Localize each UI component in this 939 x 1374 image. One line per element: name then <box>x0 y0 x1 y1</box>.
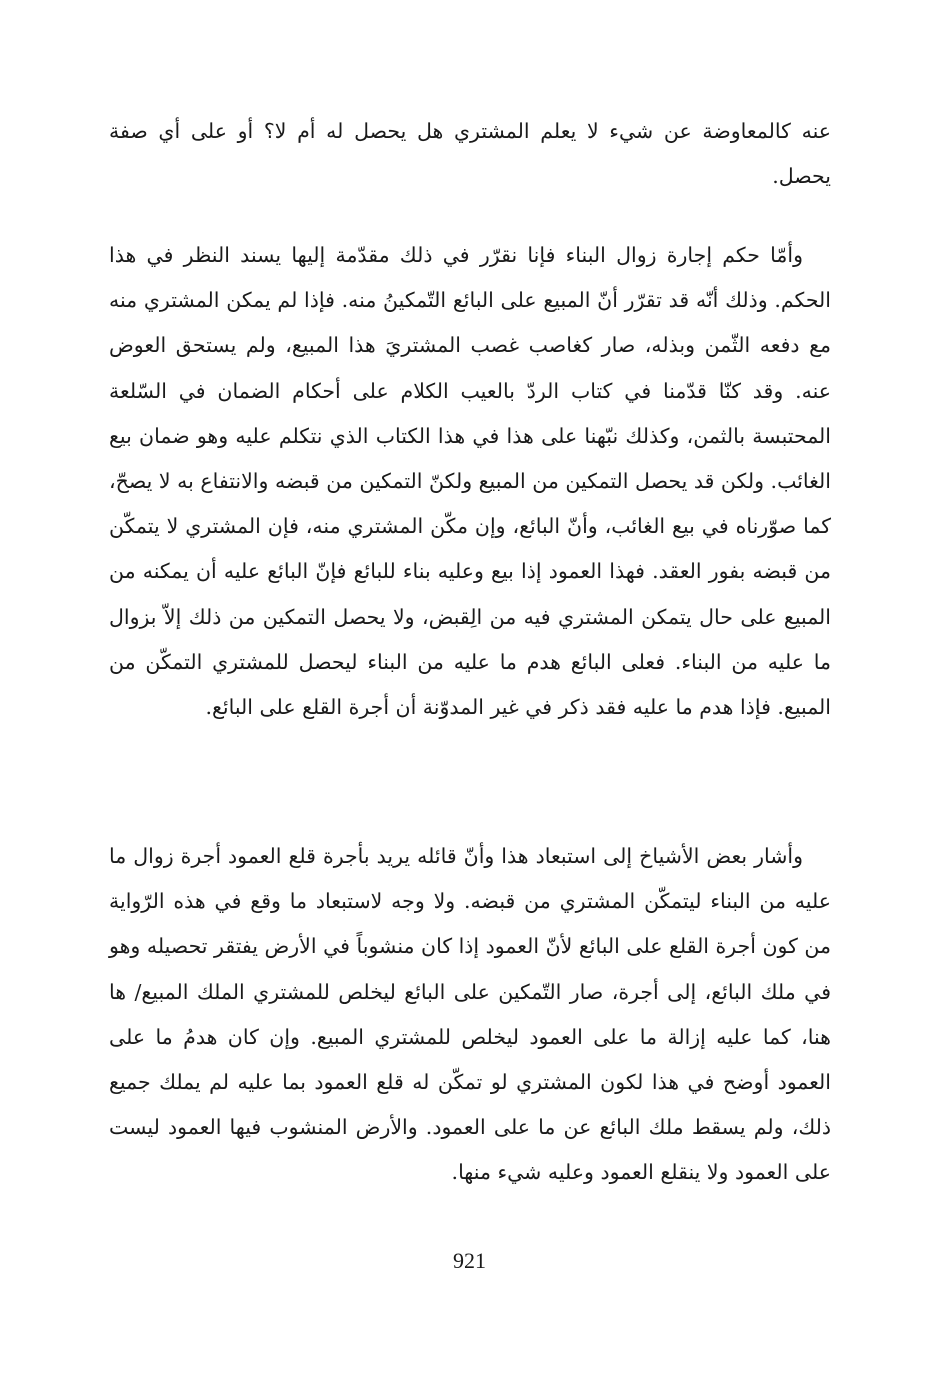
paragraph-shaykhs-remark: وأشار بعض الأشياخ إلى استبعاد هذا وأنّ قائله يريد بأجرة قلع العمود أجرة زوال ما عليه من البناء ليتمكّن المشتري من قبضه. ولا وجه لاستبعاد ما وقع في هذه الرّواية من كون أجرة القلع على البائع لأنّ العمود إذا كان منشوباً في الأرض يفتقر تحصيله وهو في ملك البائع، إلى أجرة، صار التّمكين على البائع ليخلص للمشتري الملك المبيع/ ها هنا، كما عليه إزالة ما على العمود ليخلص للمشتري المبيع. وإن كان هدمُ ما على العمود أوضح في هذا لكون المشتري لو تمكّن له قلع العمود بما عليه لم يملك جميع ذلك، ولم يسقط ملك البائع عن ما على العمود. والأرض المنشوب فيها العمود ليست على العمود ولا ينقلع العمود وعليه شيء منها. <box>109 844 831 1185</box>
paragraph-ijara-ruling: وأمّا حكم إجارة زوال البناء فإنا نقرّر في ذلك مقدّمة إليها يسند النظر في هذا الحكم. وذلك أنّه قد تقرّر أنّ المبيع على البائع التّمكينُ منه. فإذا لم يمكن المشتري منه مع دفعه الثّمن وبذله، صار كغاصب غصب المشتريَ هذا المبيع، ولم يستحق العوض عنه. وقد كنّا قدّمنا في كتاب الردّ بالعيب الكلام على أحكام الضمان في السّلعة المحتبسة بالثمن، وكذلك نبّهنا على هذا في هذا الكتاب الذي نتكلم عليه وهو ضمان بيع الغائب. ولكن قد يحصل التمكين من المبيع ولكنّ التمكين من قبضه والانتفاع به لا يصحّ، كما صوّرناه في بيع الغائب، وأنّ البائع، وإن مكّن المشتري منه، فإن المشتري لا يتمكّن من قبضه بفور العقد. فهذا العمود إذا بيع وعليه بناء للبائع فإنّ البائع عليه أن يمكنه من المبيع على حال يتمكن المشتري فيه من الِقبض، ولا يحصل التمكين من ذلك إلاّ بزوال ما عليه من البناء. فعلى البائع هدم ما عليه من البناء ليحصل للمشتري التمكّن من المبيع. فإذا هدم ما عليه فقد ذكر في غير المدوّنة أن أجرة القلع على البائع. <box>109 243 831 720</box>
paragraph-continuation: عنه كالمعاوضة عن شيء لا يعلم المشتري هل يحصل له أم لا؟ أو على أي صفة يحصل. <box>109 119 831 189</box>
paragraph-block-3 <box>109 834 831 1196</box>
page-number: 921 <box>453 1248 486 1273</box>
paragraph-block-2 <box>109 233 831 730</box>
paragraph-block-1 <box>109 109 831 199</box>
